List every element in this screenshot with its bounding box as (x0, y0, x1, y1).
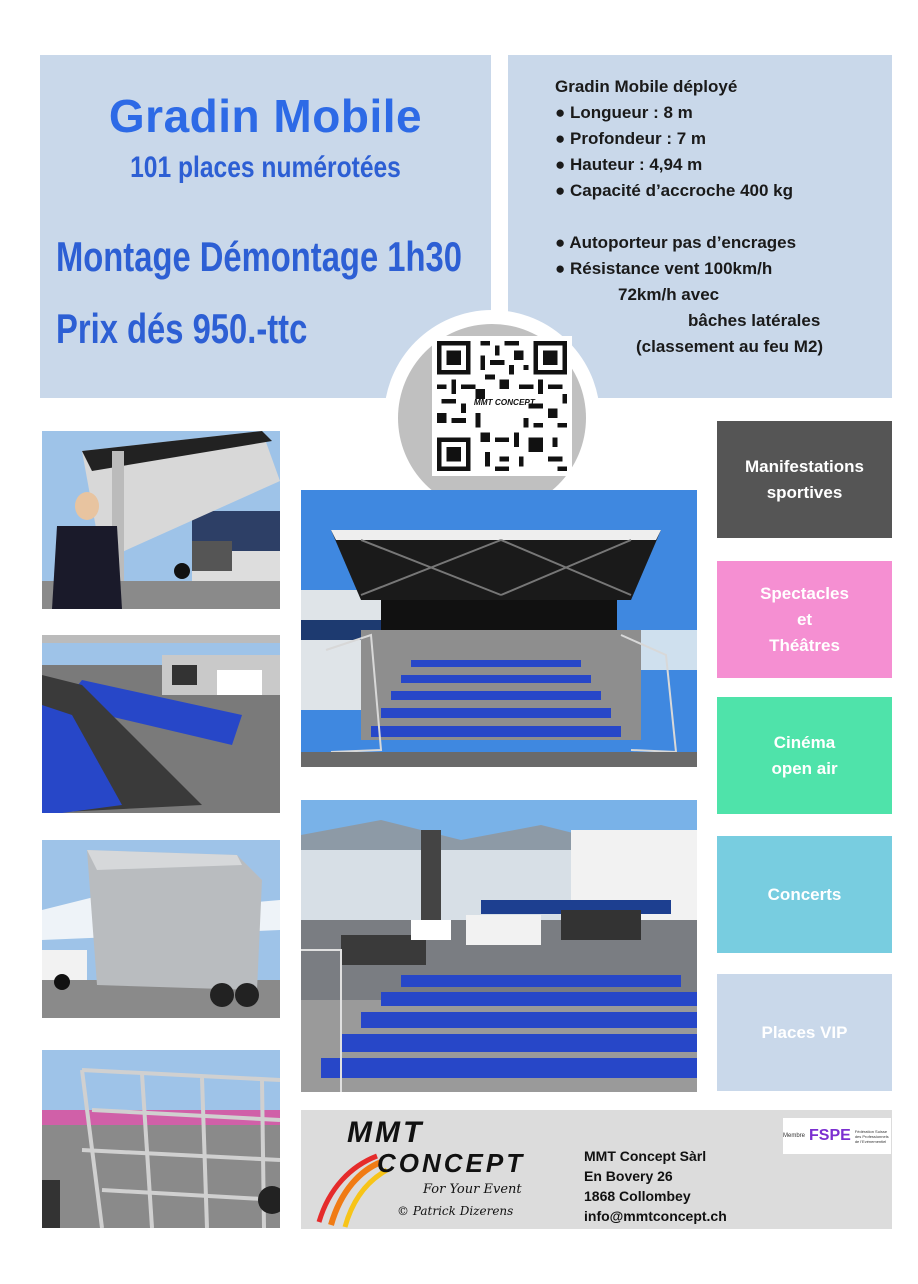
spec-capacity: ● Capacité d’accroche 400 kg (555, 181, 793, 200)
category-cinema-line1: Cinéma (773, 732, 836, 752)
fspe-logo: FSPE (809, 1127, 851, 1144)
spec-height: ● Hauteur : 4,94 m (555, 155, 703, 174)
category-concerts[interactable] (717, 836, 892, 953)
logo-tagline: For Your Event (423, 1182, 522, 1197)
spec-self-supporting: ● Autoporteur pas d’encrages (555, 233, 797, 252)
category-concerts-label: Concerts (767, 884, 842, 904)
spec-wind-2: 72km/h avec (618, 285, 720, 304)
fspe-description: Fédération Suisse des Professionnels de l'Evénementiel (854, 1128, 889, 1144)
company-name: MMT Concept Sàrl (584, 1148, 707, 1164)
footer (301, 1110, 892, 1229)
seat-count: 101 places numérotées (130, 151, 401, 184)
logo-line1: MMT (347, 1116, 425, 1149)
company-email[interactable]: info@mmtconcept.ch (584, 1208, 727, 1224)
photo-setup-worker (42, 431, 280, 609)
photo-seat-rows (42, 635, 280, 813)
photo-credit: © Patrick Dizerens (397, 1204, 514, 1218)
spec-fire-class: (classement au feu M2) (636, 337, 824, 356)
specs-heading: Gradin Mobile déployé (555, 77, 738, 96)
photo-transport (42, 840, 280, 1018)
company-logo (311, 1110, 571, 1229)
fspe-badge (783, 1118, 891, 1154)
category-sports-line1: Manifestations (744, 456, 865, 476)
logo-line2: CONCEPT (377, 1148, 526, 1178)
category-vip[interactable] (717, 974, 892, 1091)
photo-grandstand-front (301, 490, 697, 767)
page-title: Gradin Mobile (108, 90, 423, 142)
category-cinema[interactable] (717, 697, 892, 814)
qr-code-icon[interactable] (432, 336, 572, 476)
photo-grandstand-top (301, 800, 697, 1092)
photo-scaffold (42, 1050, 280, 1228)
category-shows-line1: Spectacles (760, 583, 849, 603)
spec-length: ● Longueur : 8 m (555, 103, 693, 122)
fspe-prefix: Membre (783, 1133, 806, 1139)
spec-wind: ● Résistance vent 100km/h (555, 259, 773, 278)
spec-wind-3: bâches latérales (688, 311, 821, 330)
company-city: 1868 Collombey (584, 1188, 691, 1204)
category-shows-line2: et (796, 609, 813, 629)
category-shows-line3: Théâtres (769, 635, 840, 655)
category-shows[interactable] (717, 561, 892, 678)
category-sports-line2: sportives (766, 482, 843, 502)
category-sports[interactable] (717, 421, 892, 538)
category-vip-label: Places VIP (761, 1022, 848, 1042)
company-street: En Bovery 26 (584, 1168, 673, 1184)
spec-depth: ● Profondeur : 7 m (555, 129, 706, 148)
setup-time: Montage Démontage 1h30 (56, 233, 462, 280)
category-cinema-line2: open air (771, 758, 838, 778)
price: Prix dés 950.-ttc (56, 305, 308, 352)
qr-center-label: MMT CONCEPT (473, 398, 535, 408)
